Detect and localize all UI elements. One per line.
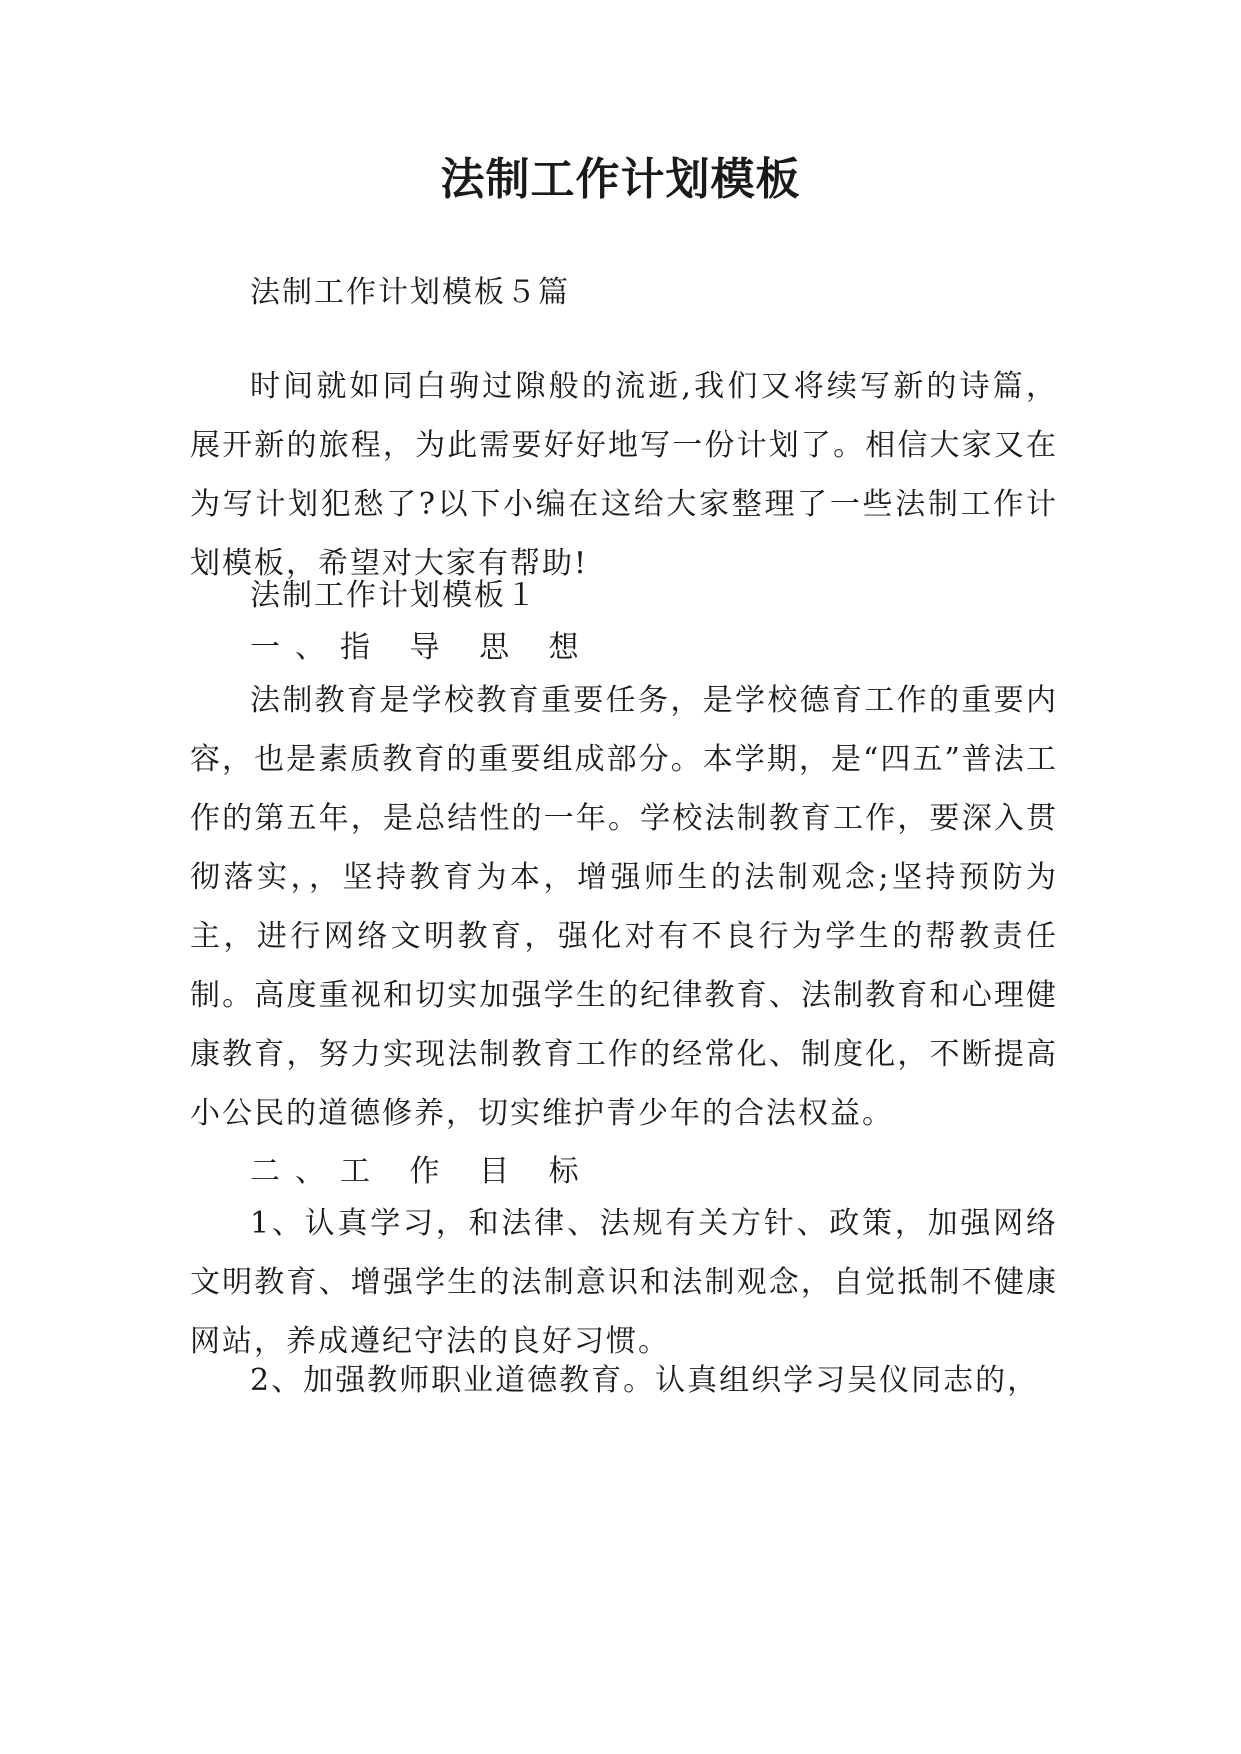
paragraph-guiding-ideology: 法制教育是学校教育重要任务，是学校德育工作的重要内容，也是素质教育的重要组成部分。本学期，是“四五”普法工作的第五年，是总结性的一年。学校法制教育工作，要深入贯彻落实，，坚持教育为本，增强师生的法制观念;坚持预防为主，进行网络文明教育，强化对有不良行为学生的帮教责任制。高度重视和切实加强学生的纪律教育、法制教育和心理健康教育，努力实现法制教育工作的经常化、制度化，不断提高小公民的道德修养，切实维护青少年的合法权益。 — [190, 683, 1058, 1131]
heading-work-goals: 二、工 作 目 标 — [250, 1154, 594, 1189]
goal-item-2: 2、加强教师职业道德教育。认真组织学习吴仪同志的， — [250, 1363, 1040, 1398]
document-title: 法制工作计划模板 — [440, 154, 801, 205]
document-subtitle: 法制工作计划模板５篇 — [250, 275, 570, 310]
heading-guiding-ideology: 一、指 导 思 想 — [250, 630, 594, 665]
intro-paragraph: 时间就如同白驹过隙般的流逝,我们又将续写新的诗篇，展开新的旅程，为此需要好好地写一份计划了。相信大家又在为写计划犯愁了?以下小编在这给大家整理了一些法制工作计划模板，希望对大家有帮助! — [190, 369, 1058, 581]
section-title-1: 法制工作计划模板１ — [250, 578, 538, 613]
goal-item-1: 1、认真学习，和法律、法规有关方针、政策，加强网络文明教育、增强学生的法制意识和法制观念，自觉抵制不健康网站，养成遵纪守法的良好习惯。 — [190, 1206, 1058, 1359]
